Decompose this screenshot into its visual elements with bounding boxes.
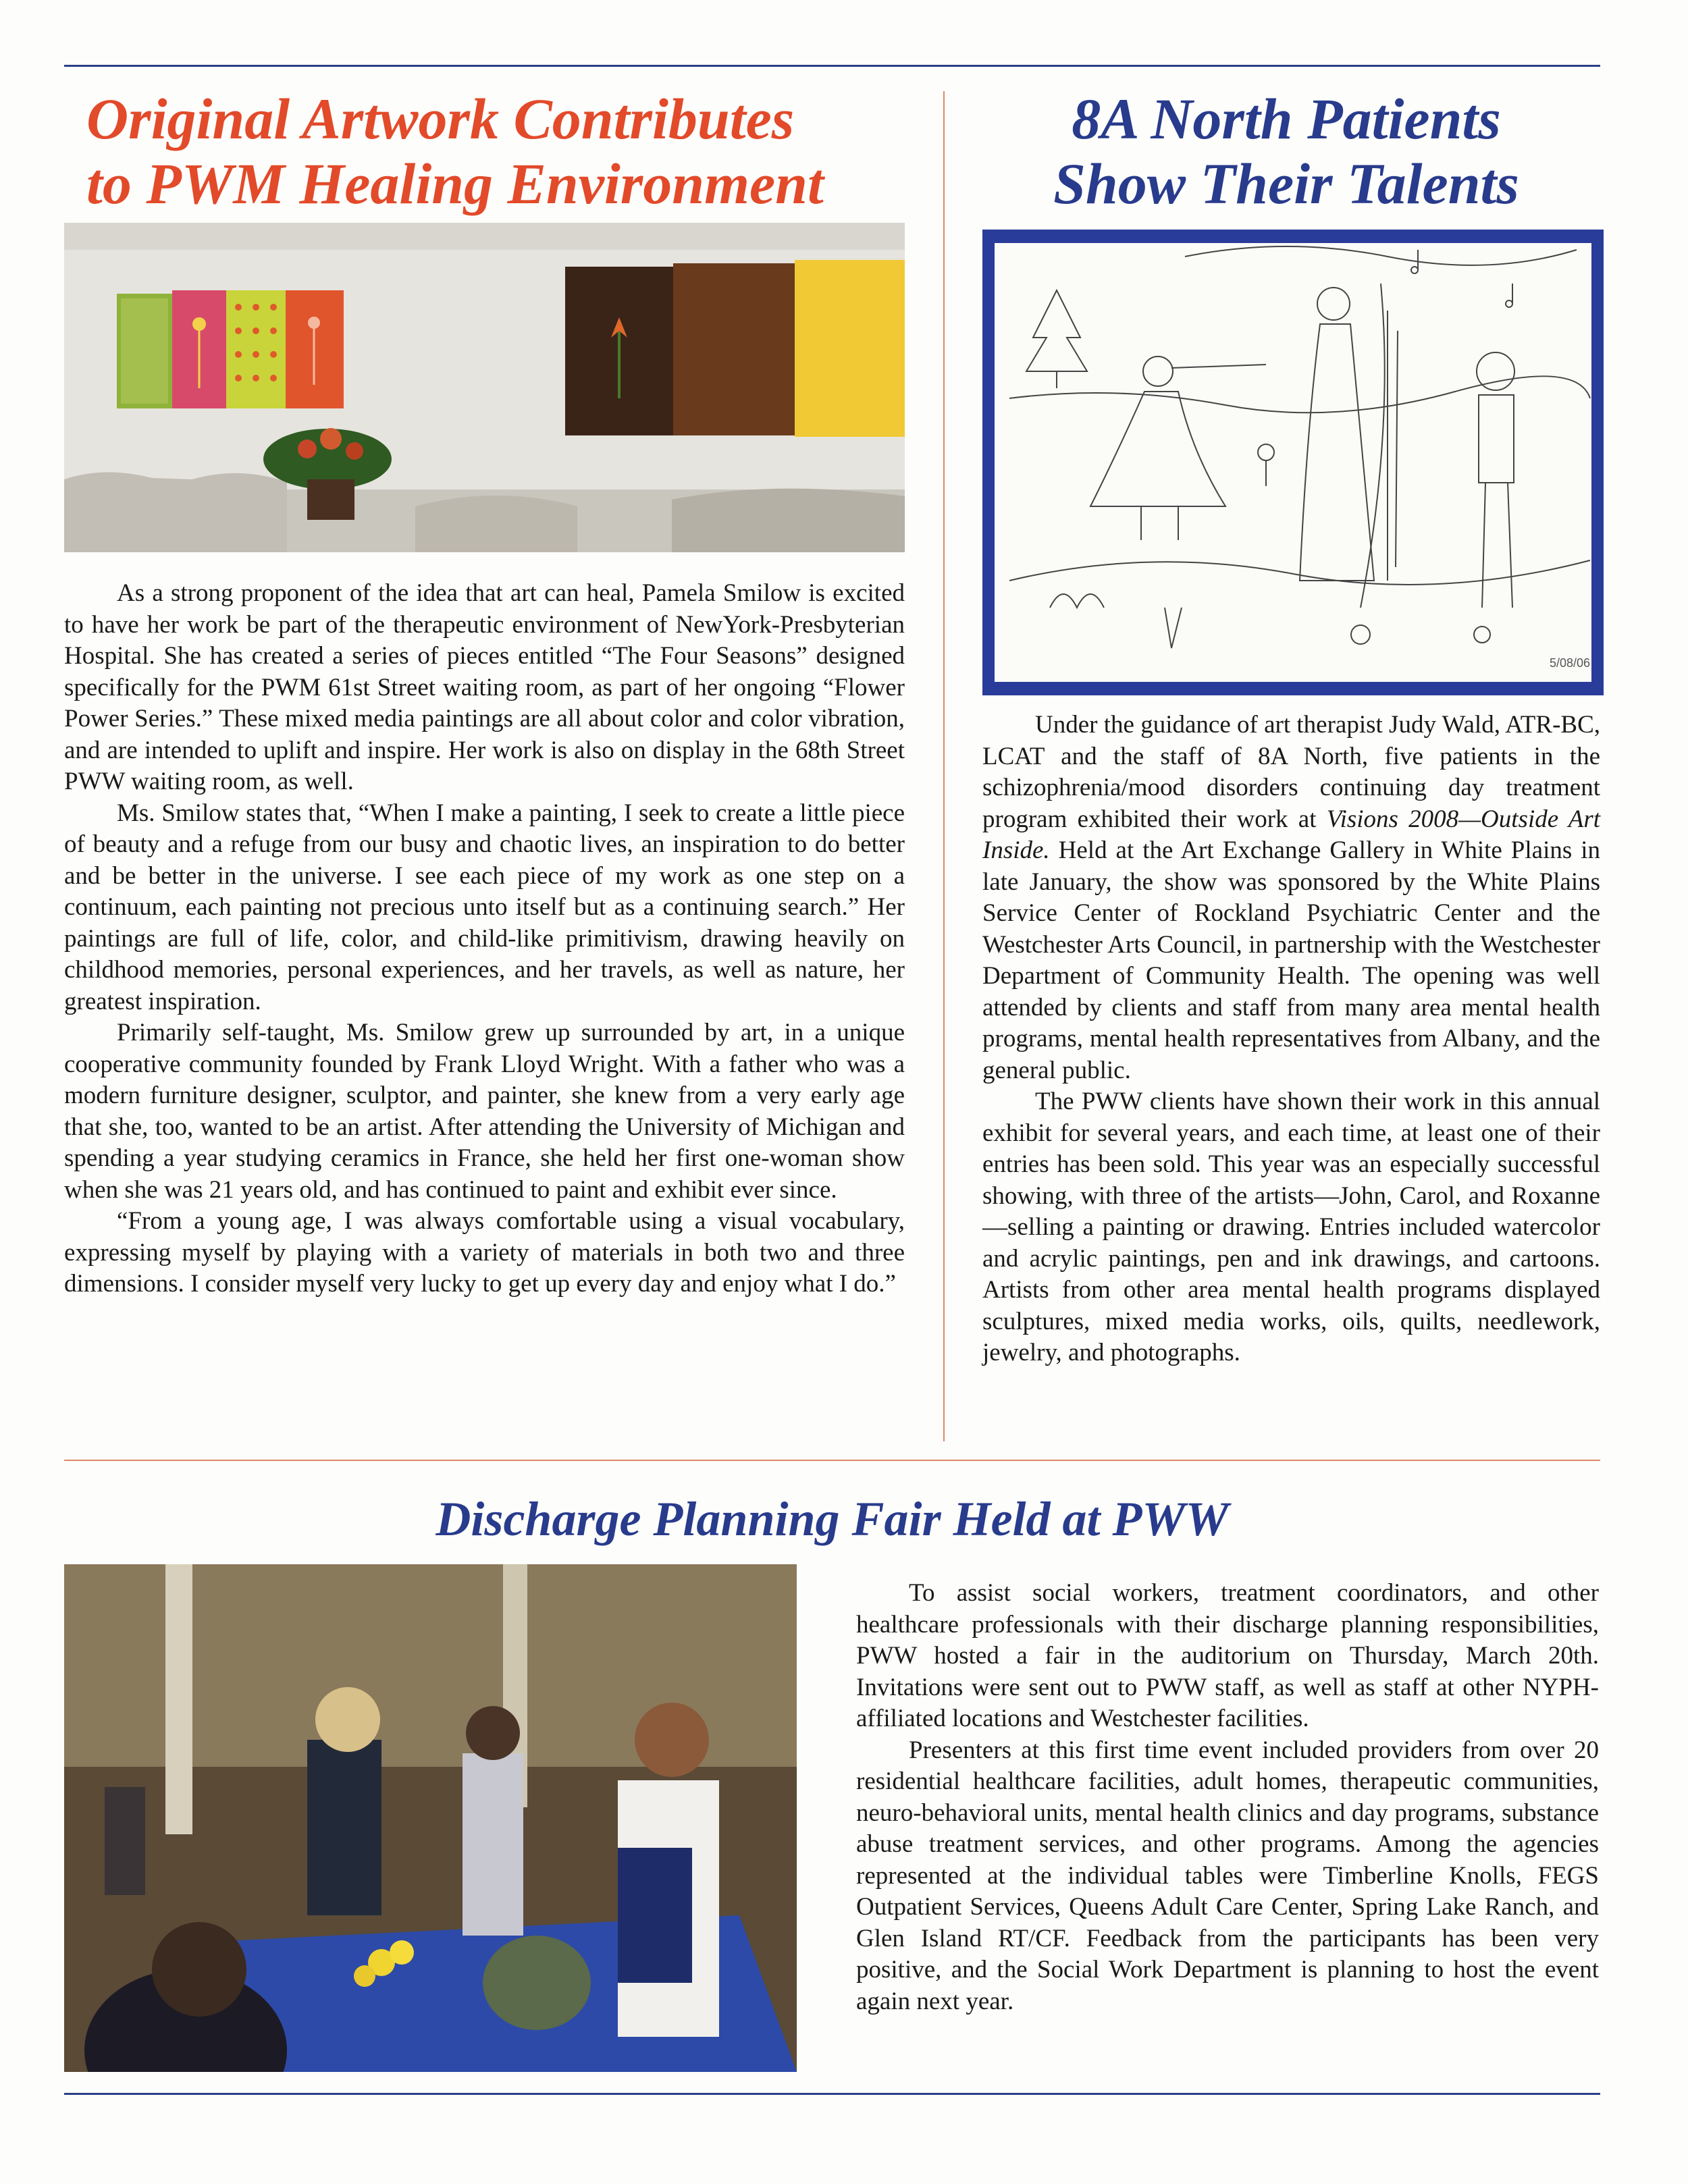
top-rule [64, 65, 1600, 67]
artwork-body [64, 578, 905, 1300]
fair-headline [64, 1489, 1600, 1549]
fair-headline-text: Discharge Planning Fair Held at PWW [436, 1492, 1229, 1546]
talents-body [982, 710, 1600, 1369]
talents-paragraph-1 [982, 710, 1600, 1086]
artwork-paragraph: “From a young age, I was always comfortable using a visual vocabulary, expressing myself by playing with a variety of materials in both two and three dimensions. I consider myself very lucky to get up every day and enjoy what I do.” [64, 1207, 905, 1298]
fair-body [856, 1578, 1599, 2017]
patient-drawing-photo [982, 230, 1604, 695]
drawing-date-label: 5/08/06 [1550, 656, 1591, 670]
fair-paragraph: To assist social workers, treatment coordinators, and other healthcare professionals with their discharge planning responsibilities, PWW hosted a fair in the auditorium on Thursday, March 20th. Invitations were sent out to PWW staff, as well as staff at other NYPH-affiliated locations and Westchester facilities. [856, 1579, 1599, 1732]
artwork-headline-line1: Original Artwork Contributes [86, 86, 795, 151]
artwork-paragraph: Ms. Smilow states that, “When I make a painting, I seek to create a little piece of beauty and a refuge from our busy and chaotic lives, an inspiration to do better and be better in the universe. I see each piece of my work as one step on a continuum, each painting not precious unto itself but as a continuing search.” Her paintings are full of life, color, and child-like primitivism, drawing heavily on childhood memories, personal experiences, and her travels, as well as nature, her greatest inspiration. [64, 799, 905, 1015]
talents-p1-before: Under the guidance of art therapist Judy Wald, ATR-BC, LCAT and the staff of 8A North, five patients in the schizophrenia/mood disorders continuing day treatment program exhibited their work at [982, 711, 1600, 833]
section-divider [64, 1460, 1600, 1461]
waiting-room-artwork-photo [64, 223, 905, 552]
talents-headline [972, 86, 1600, 216]
artwork-headline [86, 86, 917, 216]
artwork-headline-line2: to PWM Healing Environment [86, 151, 824, 216]
artwork-paragraph: Primarily self-taught, Ms. Smilow grew up surrounded by art, in a unique cooperative community founded by Frank Lloyd Wright. With a father who was a modern furniture designer, sculptor, and painter, she knew from a very early age that she, too, wanted to be an artist. After attending the University of Michigan and spending a year studying ceramics in France, she held her first one-woman show when she was 21 years old, and has continued to paint and exhibit ever since. [64, 1019, 905, 1204]
talents-headline-line1: 8A North Patients [1072, 86, 1501, 151]
artwork-paragraph: As a strong proponent of the idea that art can heal, Pamela Smilow is excited to have her work be part of the therapeutic environment of NewYork-Presbyterian Hospital. She has created a series of pieces entitled “The Four Seasons” designed specifically for the PWM 61st Street waiting room, as part of her ongoing “Flower Power Series.” These mixed media paintings are all about color and color vibration, and are intended to uplift and inspire. Her work is also on display in the 68th Street PWW waiting room, as well. [64, 579, 905, 795]
talents-headline-line2: Show Their Talents [1053, 151, 1519, 216]
talents-paragraph-2: The PWW clients have shown their work in this annual exhibit for several years, and each time, at least one of their entries has been sold. This year was an especially successful showing, with three of the artists—John, Carol, and Roxanne—selling a painting or drawing. Entries included watercolor and acrylic paintings, pen and ink drawings, and cartoons. Artists from other area mental health programs displayed sculptures, mixed media works, oils, quilts, needlework, jewelry, and photographs. [982, 1088, 1600, 1366]
discharge-fair-photo [64, 1564, 797, 2072]
talents-exhibit-title: Visions 2008—Outside Art Inside. [982, 805, 1600, 864]
fair-paragraph: Presenters at this first time event included providers from over 20 residential healthcare facilities, adult homes, therapeutic communities, neuro-behavioral units, mental health clinics and day programs, substance abuse treatment services, and other programs. Among the agencies represented at the individual tables were Timberline Knolls, FEGS Outpatient Services, Queens Adult Care Center, Spring Lake Ranch, and Glen Island RT/CF. Feedback from the participants has been very positive, and the Social Work Department is planning to host the event again next year. [856, 1736, 1599, 2015]
column-divider [943, 91, 945, 1441]
bottom-rule [64, 2093, 1600, 2095]
talents-p1-after: Held at the Art Exchange Gallery in White Plains in late January, the show was sponsored by the White Plains Service Center of Rockland Psychiatric Center and the Westchester Arts Council, in partnership with the Westchester Department of Community Health. The opening was well attended by clients and staff from many area mental health programs, mental health representatives from Albany, and the general public. [982, 836, 1600, 1084]
